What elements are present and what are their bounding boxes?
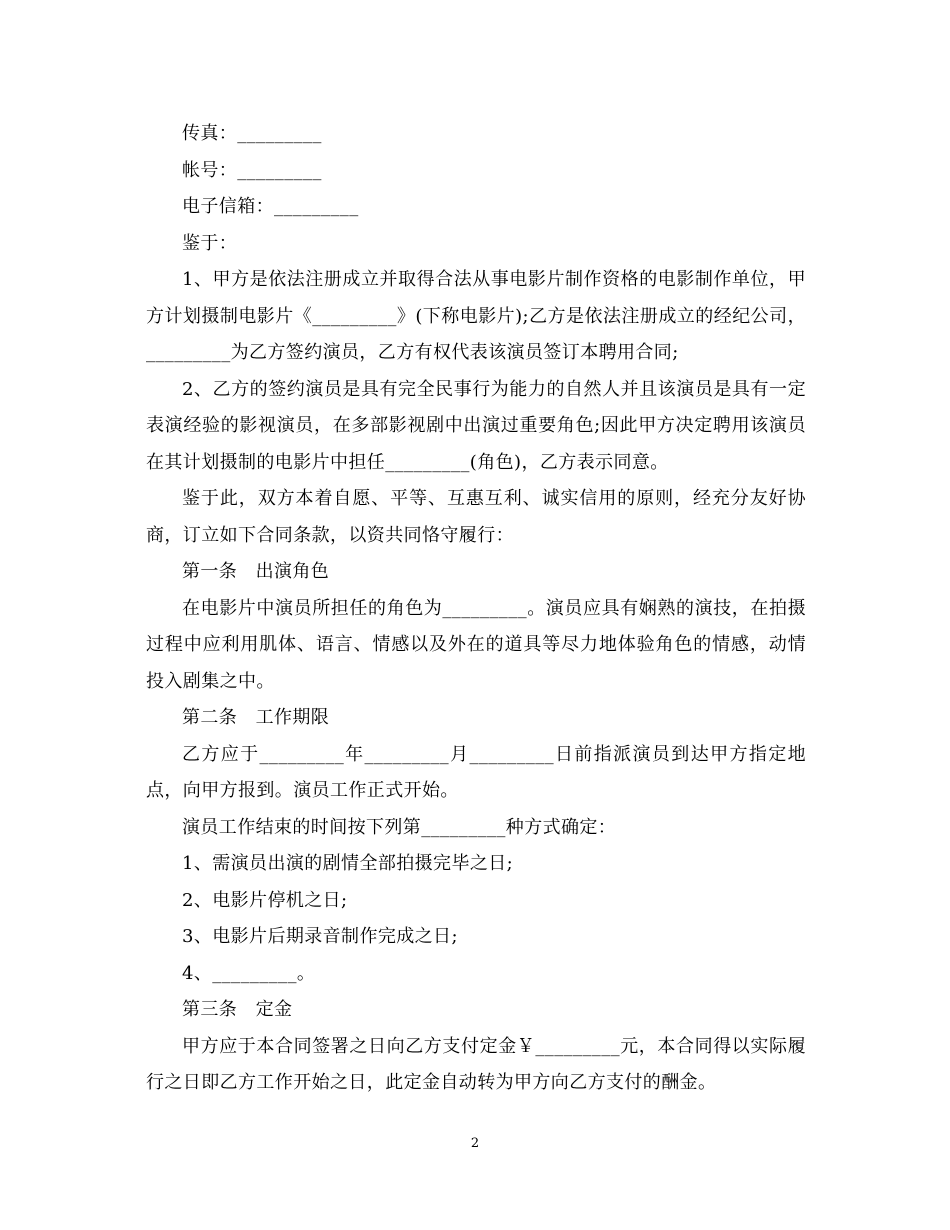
document-body [146, 116, 806, 1102]
fax-field-line: 传真：_________ [182, 123, 322, 144]
end-method-option-3: 3、电影片后期录音制作完成之日; [182, 926, 458, 947]
article-1-body: 在电影片中演员所担任的角色为_________。演员应具有娴熟的演技，在拍摄过程中应利用肌体、语言、情感以及外在的道具等尽力地体验角色的情感，动情投入剧集之中。 [146, 597, 806, 692]
article-3-body: 甲方应于本合同签署之日向乙方支付定金￥_________元，本合同得以实际履行之日即乙方工作开始之日，此定金自动转为甲方向乙方支付的酬金。 [146, 1035, 806, 1093]
agreement-preamble: 鉴于此，双方本着自愿、平等、互惠互利、诚实信用的原则，经充分友好协商，订立如下合同条款，以资共同恪守履行： [146, 488, 806, 546]
whereas-clause-2: 2、乙方的签约演员是具有完全民事行为能力的自然人并且该演员是具有一定表演经验的影视演员，在多部影视剧中出演过重要角色;因此甲方决定聘用该演员在其计划摄制的电影片中担任_________(角色)，乙方表示同意。 [146, 378, 806, 473]
account-field-line: 帐号：_________ [182, 159, 322, 181]
end-method-option-2: 2、电影片停机之日; [182, 889, 348, 911]
end-method-option-4: 4、_________。 [182, 962, 316, 984]
article-2-title: 第二条 工作期限 [182, 707, 330, 728]
end-method-option-1: 1、需演员出演的剧情全部拍摄完毕之日; [182, 853, 514, 874]
email-field-line: 电子信箱：_________ [182, 196, 359, 217]
whereas-clause-1: 1、甲方是依法注册成立并取得合法从事电影片制作资格的电影制作单位，甲方计划摄制电影片《_________》(下称电影片);乙方是依法注册成立的经纪公司，_________为乙方签约演员，乙方有权代表该演员签订本聘用合同; [146, 269, 806, 363]
whereas-heading: 鉴于： [182, 232, 238, 254]
article-2-end-method: 演员工作结束的时间按下列第_________种方式确定： [182, 816, 617, 838]
article-3-title: 第三条 定金 [182, 999, 293, 1020]
article-2-body: 乙方应于_________年_________月_________日前指派演员到达甲方指定地点，向甲方报到。演员工作正式开始。 [146, 743, 806, 801]
article-1-title: 第一条 出演角色 [182, 561, 330, 582]
page-number: 2 [470, 1136, 480, 1151]
